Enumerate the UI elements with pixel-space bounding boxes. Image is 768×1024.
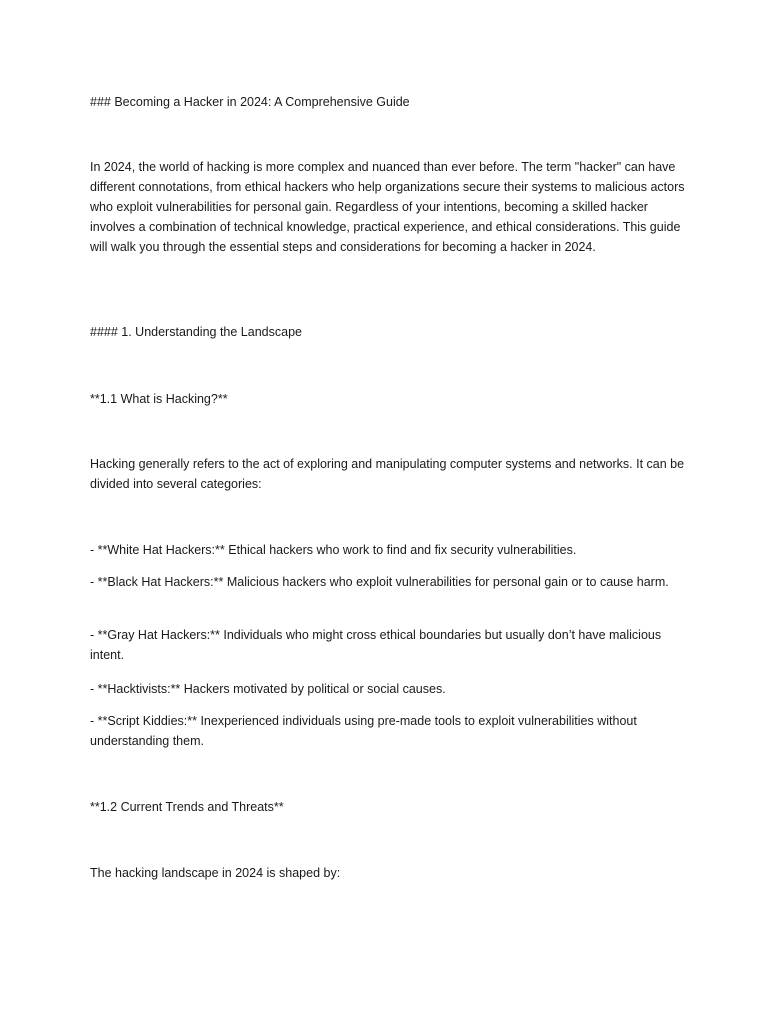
subsection-1-1-heading: **1.1 What is Hacking?** [90,392,228,406]
category-white-hat: - **White Hat Hackers:** Ethical hackers who work to find and fix security vulnerabilities. [90,543,577,557]
subsection-1-2-text: The hacking landscape in 2024 is shaped by: [90,866,341,880]
section-1-heading: #### 1. Understanding the Landscape [90,325,302,339]
subsection-1-2-heading: **1.2 Current Trends and Threats** [90,800,284,814]
category-gray-hat: - **Gray Hat Hackers:** Individuals who might cross ethical boundaries but usually don’t have malicious intent. [90,628,662,662]
intro-paragraph: In 2024, the world of hacking is more complex and nuanced than ever before. The term "hacker" can have different connotations, from ethical hackers who help organizations secure their systems to malicious actors who exploit vulnerabilities for personal gain. Regardless of your intentions, becoming a skilled hacker involves a combination of technical knowledge, practical experience, and ethical considerations. This guide will walk you through the essential steps and considerations for becoming a hacker in 2024. [90,160,685,254]
document-title: ### Becoming a Hacker in 2024: A Comprehensive Guide [90,95,410,109]
category-script-kiddies: - **Script Kiddies:** Inexperienced individuals using pre-made tools to exploit vulnerabilities without understanding them. [90,714,637,748]
subsection-1-1-text: Hacking generally refers to the act of exploring and manipulating computer systems and networks. It can be divided into several categories: [90,457,685,491]
category-hacktivists: - **Hacktivists:** Hackers motivated by political or social causes. [90,682,446,696]
category-black-hat: - **Black Hat Hackers:** Malicious hackers who exploit vulnerabilities for personal gain or to cause harm. [90,575,669,589]
